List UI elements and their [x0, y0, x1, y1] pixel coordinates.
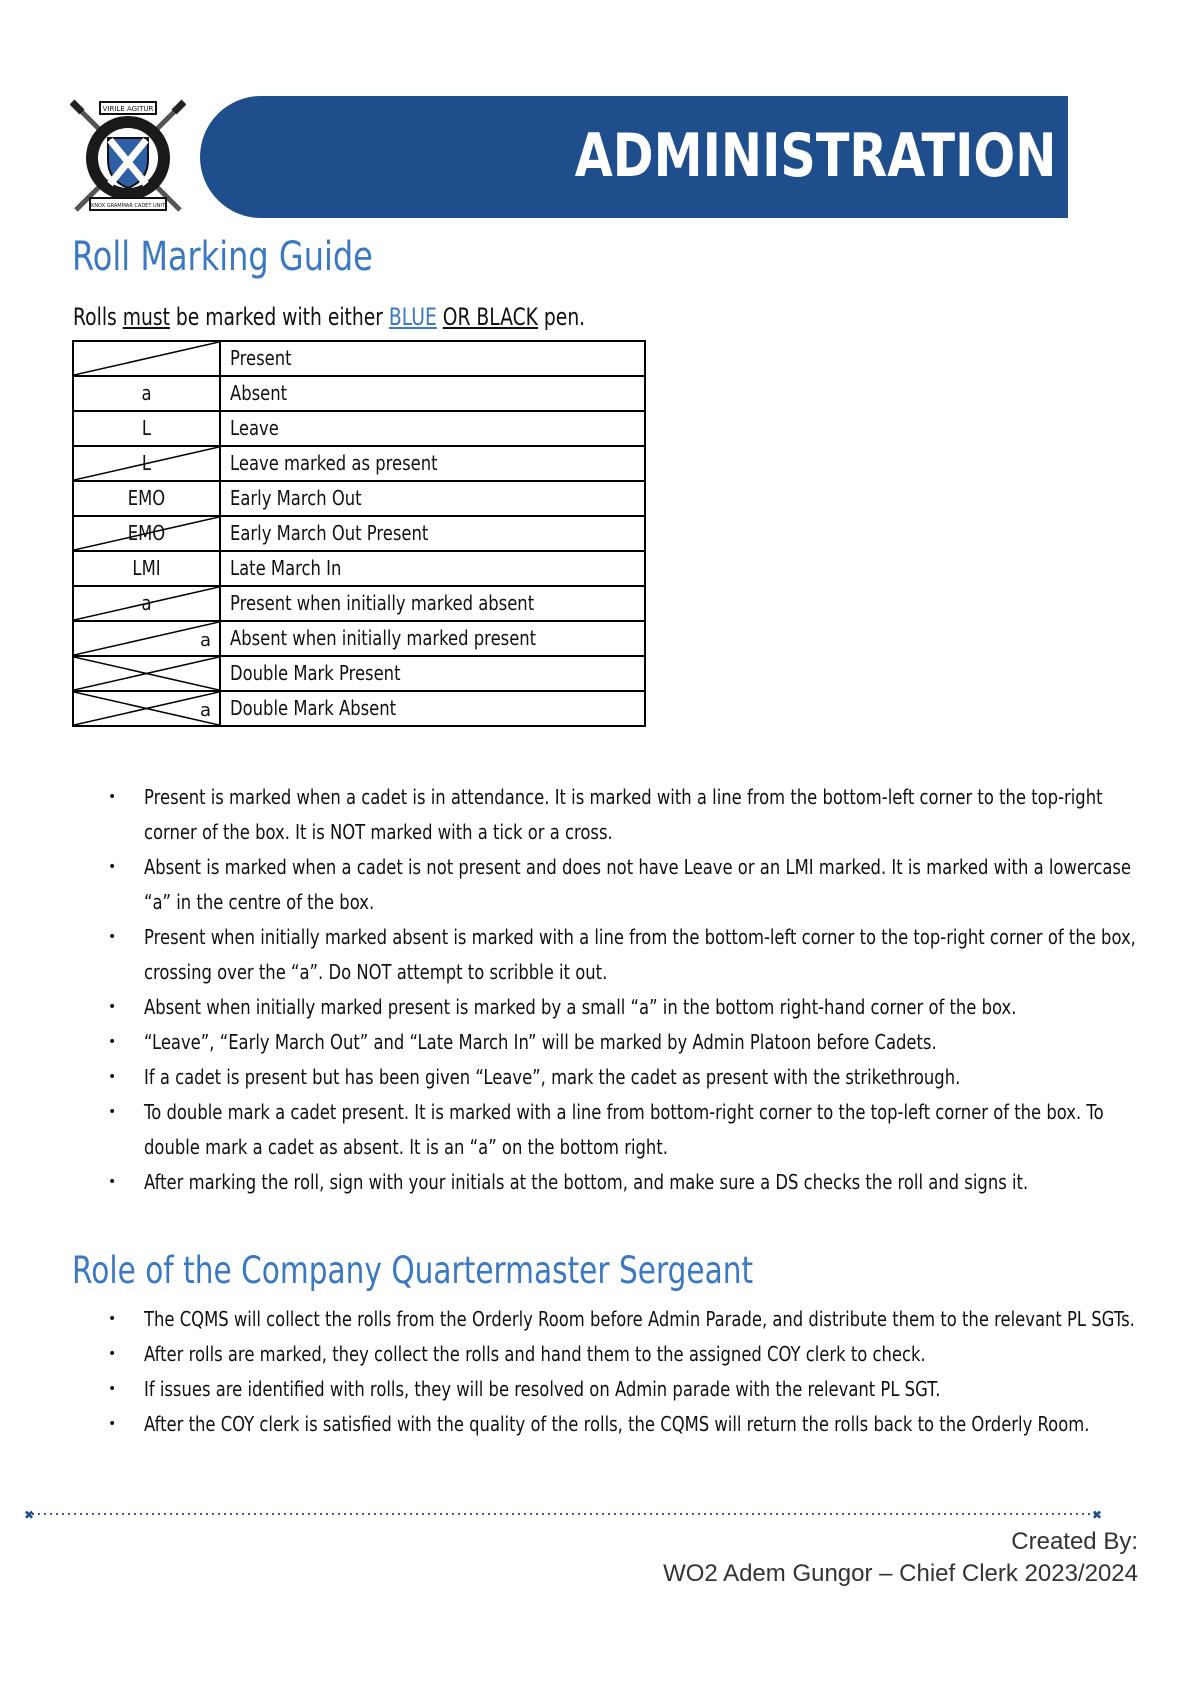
bullet-item: [108, 920, 1138, 990]
legend-meaning: Present when initially marked absent: [230, 591, 535, 615]
legend-symbol: L: [141, 451, 152, 475]
bullet-item: [108, 1060, 1138, 1095]
roll-guide-bullet-list: [108, 780, 1138, 1200]
legend-row: [73, 411, 645, 446]
bullet-item: [108, 1025, 1138, 1060]
legend-row: [73, 586, 645, 621]
bullet-text: The CQMS will collect the rolls from the Orderly Room before Admin Parade, and distribute them to the relevant PL SGTs.: [144, 1307, 1135, 1331]
legend-row: [73, 376, 645, 411]
legend-row: [73, 446, 645, 481]
legend-row: [73, 621, 645, 656]
legend-row: [73, 481, 645, 516]
created-by-label: Created By:: [1011, 1528, 1138, 1555]
bullet-item: [108, 780, 1138, 850]
cadet-unit-crest-logo: [70, 98, 186, 216]
legend-meaning-cell: [220, 656, 645, 691]
legend-meaning: Present: [230, 346, 292, 370]
legend-mark-cell: [73, 691, 220, 726]
legend-meaning-cell: [220, 376, 645, 411]
pen-rule-part-2: be marked with either: [169, 303, 389, 331]
legend-mark-cell: [73, 516, 220, 551]
bullet-dot-icon: •: [108, 1381, 117, 1397]
legend-symbol: LMI: [132, 556, 161, 580]
legend-row: [73, 691, 645, 726]
present-slash-line: [74, 342, 219, 375]
bullet-dot-icon: •: [108, 859, 117, 875]
legend-meaning-cell: [220, 481, 645, 516]
legend-symbol: EMO: [127, 521, 166, 545]
bullet-text: After rolls are marked, they collect the rolls and hand them to the assigned COY clerk to check.: [144, 1342, 926, 1366]
legend-meaning-cell: [220, 341, 645, 376]
bullet-dot-icon: •: [108, 1311, 117, 1327]
legend-mark-cell: [73, 656, 220, 691]
legend-symbol: a: [199, 630, 211, 651]
pen-rule-blue: BLUE: [388, 303, 437, 331]
bullet-dot-icon: •: [108, 999, 117, 1015]
bullet-dot-icon: •: [108, 789, 117, 805]
legend-meaning-cell: [220, 691, 645, 726]
legend-symbol: a: [141, 381, 152, 405]
pen-rule-part-1: Rolls: [73, 303, 123, 331]
legend-meaning: Early March Out: [230, 486, 362, 510]
legend-meaning: Absent: [230, 381, 288, 405]
legend-mark-lines: [74, 657, 219, 690]
bullet-text: To double mark a cadet present. It is marked with a line from bottom-right corner to the top-left corner of the box. To double mark a cadet as absent. It is an “a” on the bottom right.: [144, 1100, 1104, 1159]
bullet-text: If issues are identified with rolls, they will be resolved on Admin parade with the relevant PL SGT.: [144, 1377, 941, 1401]
bullet-text: If a cadet is present but has been given “Leave”, mark the cadet as present with the strikethrough.: [144, 1065, 961, 1089]
legend-row: [73, 341, 645, 376]
author-line: WO2 Adem Gungor – Chief Clerk 2023/2024: [663, 1560, 1138, 1587]
pen-rule-must: must: [122, 303, 170, 331]
legend-meaning: Double Mark Present: [230, 661, 401, 685]
legend-mark-lines: [74, 342, 219, 375]
legend-meaning-cell: [220, 516, 645, 551]
bullet-item: [108, 1302, 1138, 1337]
bullet-dot-icon: •: [108, 1104, 117, 1120]
legend-mark-cell: [73, 586, 220, 621]
legend-mark-cell: [73, 446, 220, 481]
legend-mark-cell: [73, 621, 220, 656]
bullet-dot-icon: •: [108, 1034, 117, 1050]
bullet-dot-icon: •: [108, 1346, 117, 1362]
bullet-text: Absent is marked when a cadet is not present and does not have Leave or an LMI marked. It is marked with a lowercase “a” in the centre of the box.: [144, 855, 1132, 914]
pen-rule-or-black: OR BLACK: [442, 303, 538, 331]
footer-dotted-divider: [24, 1508, 1104, 1520]
cqms-title: Role of the Company Quartermaster Sergeant: [72, 1249, 754, 1292]
legend-symbol: EMO: [127, 486, 166, 510]
legend-row: [73, 516, 645, 551]
bullet-item: [108, 1165, 1138, 1200]
roll-marking-legend-table: [72, 340, 646, 727]
pen-rule-part-4: pen.: [537, 303, 586, 331]
legend-meaning-cell: [220, 551, 645, 586]
bullet-text: After the COY clerk is satisfied with the quality of the rolls, the CQMS will return the rolls back to the Orderly Room.: [144, 1412, 1090, 1436]
bullet-dot-icon: •: [108, 1416, 117, 1432]
legend-mark-cell: [73, 376, 220, 411]
logo-motto: VIRILE AGITUR: [102, 105, 154, 113]
legend-mark-cell: [73, 481, 220, 516]
cqms-bullet-list: [108, 1302, 1138, 1442]
legend-meaning: Early March Out Present: [230, 521, 429, 545]
bullet-item: [108, 1372, 1138, 1407]
logo-text: KNOX GRAMMAR CADET UNIT: [91, 203, 165, 209]
legend-mark-cell: [73, 551, 220, 586]
bullet-dot-icon: •: [108, 1069, 117, 1085]
bullet-text: Absent when initially marked present is marked by a small “a” in the bottom right-hand corner of the box.: [144, 995, 1017, 1019]
legend-meaning: Late March In: [230, 556, 342, 580]
svg-text:✖: ✖: [24, 1508, 35, 1520]
legend-row: [73, 551, 645, 586]
legend-meaning-cell: [220, 621, 645, 656]
bullet-item: [108, 1337, 1138, 1372]
bullet-item: [108, 1095, 1138, 1165]
svg-text:✖: ✖: [1092, 1508, 1103, 1520]
bullet-text: Present when initially marked absent is marked with a line from the bottom-left corner to the top-right corner of the box, crossing over the “a”. Do NOT attempt to scribble it out.: [144, 925, 1136, 984]
bullet-item: [108, 1407, 1138, 1442]
bullet-dot-icon: •: [108, 929, 117, 945]
bullet-text: Present is marked when a cadet is in attendance. It is marked with a line from the bottom-left corner to the top-right corner of the box. It is NOT marked with a tick or a cross.: [144, 785, 1103, 844]
header-banner: [200, 96, 1068, 218]
legend-meaning: Absent when initially marked present: [230, 626, 537, 650]
footer-credit: [663, 1526, 1138, 1590]
legend-mark-cell: [73, 341, 220, 376]
legend-meaning: Leave: [230, 416, 279, 440]
legend-meaning-cell: [220, 446, 645, 481]
roll-guide-title: Roll Marking Guide: [72, 234, 373, 280]
legend-meaning-cell: [220, 411, 645, 446]
banner-title: ADMINISTRATION: [574, 121, 1056, 191]
legend-meaning: Leave marked as present: [230, 451, 438, 475]
legend-meaning: Double Mark Absent: [230, 696, 397, 720]
bullet-text: “Leave”, “Early March Out” and “Late March In” will be marked by Admin Platoon before Cadets.: [144, 1030, 937, 1054]
legend-symbol: a: [199, 700, 211, 721]
pen-rule-text: [73, 302, 585, 332]
bullet-dot-icon: •: [108, 1174, 117, 1190]
bullet-item: [108, 850, 1138, 920]
legend-row: [73, 656, 645, 691]
legend-symbol: a: [141, 591, 152, 615]
legend-symbol: L: [141, 416, 152, 440]
bullet-item: [108, 990, 1138, 1025]
bullet-text: After marking the roll, sign with your initials at the bottom, and make sure a DS checks the roll and signs it.: [144, 1170, 1029, 1194]
legend-meaning-cell: [220, 586, 645, 621]
legend-mark-cell: [73, 411, 220, 446]
